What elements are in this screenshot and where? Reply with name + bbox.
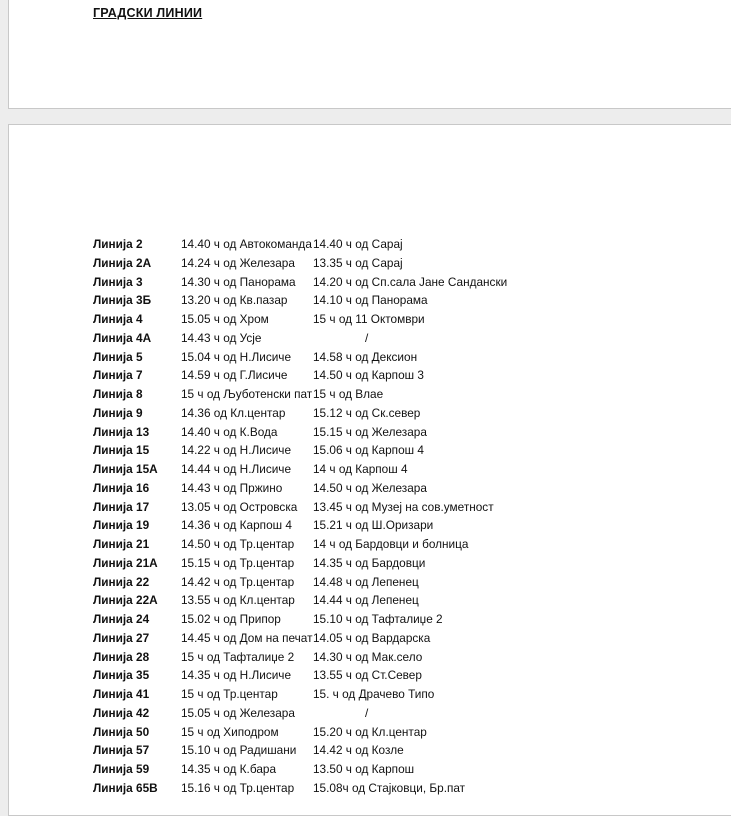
departure-2: 13.50 ч од Карпош [313, 762, 415, 776]
departure-2: 14.35 ч од Бардовци [313, 555, 426, 570]
line-name: Линија 2 [93, 237, 143, 251]
departure-2: 15 ч од Влае [313, 387, 384, 401]
departure-2: 15.20 ч од Кл.центар [313, 724, 427, 739]
departure-1: 15 ч од Тафталиџе 2 [181, 649, 295, 664]
departure-2: 15.06 ч од Карпош 4 [313, 443, 424, 458]
departure-2: 13.45 ч од Музеј на сов.уметност [313, 499, 494, 514]
line-name: Линија 57 [93, 743, 150, 758]
line-name: Линија 65В [93, 780, 158, 795]
document-page-1 [8, 0, 731, 109]
document-heading: ГРАДСКИ ЛИНИИ [93, 6, 203, 20]
line-name: Линија 8 [93, 387, 143, 401]
line-name: Линија 50 [93, 724, 150, 739]
line-name: Линија 28 [93, 649, 150, 664]
departure-1: 14.43 ч од Пржино [181, 480, 283, 495]
departure-1: 14.36 од Кл.центар [181, 405, 286, 420]
departure-2: / [365, 330, 369, 345]
line-name: Линија 4 [93, 312, 143, 326]
line-name: Линија 22 [93, 574, 150, 589]
line-name: Линија 41 [93, 687, 150, 701]
line-name: Линија 22А [93, 593, 158, 608]
line-name: Линија 35 [93, 668, 150, 683]
departure-1: 14.45 ч од Дом на печат [181, 630, 313, 645]
departure-1: 14.43 ч од Усје [181, 330, 262, 345]
departure-1: 14.22 ч од Н.Лисиче [181, 443, 292, 458]
line-name: Линија 21 [93, 537, 150, 551]
departure-2: 14.50 ч од Железара [313, 480, 427, 495]
departure-1: 15.04 ч од Н.Лисиче [181, 349, 292, 364]
line-name: Линија 7 [93, 368, 143, 383]
line-name: Линија 19 [93, 518, 150, 533]
departure-2: 14.48 ч од Лепенец [313, 574, 419, 589]
departure-2: 14.30 ч од Мак.село [313, 649, 423, 664]
departure-1: 15.15 ч од Тр.центар [181, 555, 295, 570]
line-name: Линија 5 [93, 349, 143, 364]
line-name: Линија 9 [93, 405, 143, 420]
departure-1: 13.20 ч од Кв.пазар [181, 293, 288, 308]
departure-2: 14 ч од Карпош 4 [313, 462, 408, 476]
departure-2: 14 ч од Бардовци и болница [313, 537, 469, 551]
departure-1: 15 ч од Тр.центар [181, 687, 278, 701]
departure-2: / [365, 705, 369, 720]
line-name: Линија 21А [93, 555, 158, 570]
departure-1: 14.44 ч од Н.Лисиче [181, 462, 292, 476]
departure-1: 14.40 ч од К.Вода [181, 424, 278, 439]
departure-2: 14.20 ч од Сп.сала Јане Сандански [313, 274, 508, 289]
departure-2: 14.40 ч од Сарај [313, 237, 403, 251]
departure-2: 13.35 ч од Сарај [313, 255, 403, 270]
line-name: Линија 42 [93, 705, 150, 720]
departure-1: 13.05 ч од Островска [181, 499, 298, 514]
departure-1: 15 ч од Љуботенски пат [181, 387, 313, 401]
line-name: Линија 16 [93, 480, 150, 495]
line-name: Линија 3 [93, 274, 143, 289]
departure-1: 14.35 ч од Н.Лисиче [181, 668, 292, 683]
line-name: Линија 3Б [93, 293, 152, 308]
departure-1: 15 ч од Хиподром [181, 724, 279, 739]
departure-2: 14.58 ч од Дексион [313, 349, 418, 364]
departure-2: 14.05 ч од Вардарска [313, 630, 431, 645]
departure-2: 15.08ч од Стајковци, Бр.пат [313, 780, 466, 795]
line-name: Линија 15 [93, 443, 150, 458]
departure-2: 15 ч од 11 Октомври [313, 312, 425, 326]
departure-1: 14.30 ч од Панорама [181, 274, 296, 289]
departure-2: 14.50 ч од Карпош 3 [313, 368, 424, 383]
departure-2: 15.15 ч од Железара [313, 424, 427, 439]
departure-2: 13.55 ч од Ст.Север [313, 668, 422, 683]
departure-1: 14.36 ч од Карпош 4 [181, 518, 292, 533]
departure-1: 14.59 ч од Г.Лисиче [181, 368, 288, 383]
line-name: Линија 13 [93, 424, 150, 439]
departure-1: 15.02 ч од Припор [181, 612, 281, 626]
departure-2: 15.21 ч од Ш.Оризари [313, 518, 434, 533]
departure-1: 15.05 ч од Хром [181, 312, 269, 326]
departure-2: 14.44 ч од Лепенец [313, 593, 419, 608]
departure-1: 15.16 ч од Тр.центар [181, 780, 295, 795]
document-page-2 [8, 124, 731, 816]
departure-1: 14.24 ч од Железара [181, 255, 295, 270]
line-name: Линија 15А [93, 462, 158, 476]
departure-2: 14.10 ч од Панорама [313, 293, 428, 308]
departure-1: 14.50 ч од Тр.центар [181, 537, 295, 551]
line-name: Линија 2А [93, 255, 152, 270]
departure-1: 14.35 ч од К.бара [181, 762, 277, 776]
line-name: Линија 17 [93, 499, 150, 514]
line-name: Линија 4А [93, 330, 152, 345]
departure-1: 15.10 ч од Радишани [181, 743, 297, 758]
departure-2: 14.42 ч од Козле [313, 743, 404, 758]
departure-2: 15.10 ч од Тафталиџе 2 [313, 612, 443, 626]
departure-1: 13.55 ч од Кл.центар [181, 593, 295, 608]
departure-2: 15. ч од Драчево Типо [313, 687, 435, 701]
departure-2: 15.12 ч од Ск.север [313, 405, 421, 420]
line-name: Линија 27 [93, 630, 150, 645]
departure-1: 14.42 ч од Тр.центар [181, 574, 295, 589]
departure-1: 15.05 ч од Железара [181, 705, 295, 720]
departure-1: 14.40 ч од Автокоманда [181, 237, 312, 251]
line-name: Линија 59 [93, 762, 150, 776]
line-name: Линија 24 [93, 612, 150, 626]
